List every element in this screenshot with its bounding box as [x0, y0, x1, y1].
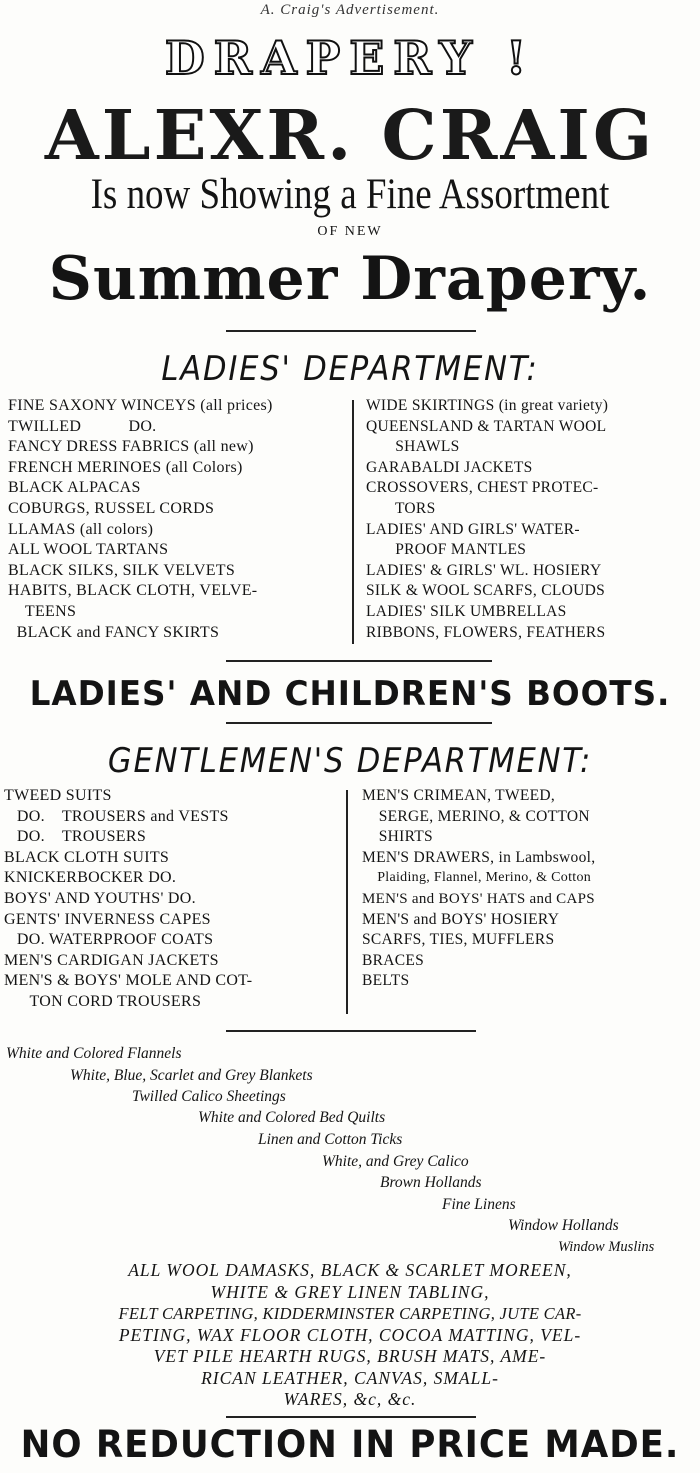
list-item: LADIES' SILK UMBRELLAS	[366, 602, 567, 620]
list-item: CROSSOVERS, CHEST PROTEC-	[366, 479, 599, 497]
list-item: SILK & WOOL SCARFS, CLOUDS	[366, 582, 606, 600]
divider-rule	[226, 722, 492, 724]
furnishings-line: ALL WOOL DAMASKS, BLACK & SCARLET MOREEN,	[128, 1260, 572, 1280]
goods-item: Linen and Cotton Ticks	[258, 1131, 403, 1148]
list-item: KNICKERBOCKER DO.	[4, 869, 177, 887]
goods-item: Fine Linens	[442, 1196, 516, 1213]
furnishings-line: RICAN LEATHER, CANVAS, SMALL-	[201, 1367, 499, 1388]
merchant-name: ALEXR. CRAIG	[44, 96, 656, 176]
list-item: BRACES	[362, 951, 425, 969]
of-new-line: OF NEW	[317, 224, 383, 239]
list-item: PROOF MANTLES	[366, 541, 527, 559]
divider-rule	[226, 1416, 476, 1418]
list-item: GARABALDI JACKETS	[366, 458, 533, 476]
furnishings-line: WHITE & GREY LINEN TABLING,	[210, 1281, 490, 1302]
furnishings-line: VET PILE HEARTH RUGS, BRUSH MATS, AME-	[153, 1346, 547, 1366]
list-item: SHAWLS	[366, 438, 460, 456]
gentlemen-left-column	[4, 786, 340, 1013]
list-item: QUEENSLAND & TARTAN WOOL	[366, 417, 607, 435]
list-item: DO. TROUSERS	[4, 828, 147, 846]
goods-item: White, Blue, Scarlet and Grey Blankets	[70, 1067, 313, 1084]
headline-drapery: DRAPERY !	[164, 31, 536, 85]
furnishings-line: PETING, WAX FLOOR CLOTH, COCOA MATTING, VEL-	[118, 1324, 582, 1345]
goods-item: White, and Grey Calico	[322, 1153, 469, 1170]
list-item: MEN'S CARDIGAN JACKETS	[4, 951, 219, 969]
list-item: COBURGS, RUSSEL CORDS	[8, 499, 215, 517]
list-item: BLACK CLOTH SUITS	[4, 848, 170, 866]
ladies-column-divider	[352, 400, 354, 644]
list-item: FANCY DRESS FABRICS (all new)	[8, 438, 254, 456]
list-item: ALL WOOL TARTANS	[8, 541, 169, 559]
summer-drapery-title: Summer Drapery.	[48, 244, 652, 314]
list-item: DO. WATERPROOF COATS	[4, 931, 214, 949]
list-item: HABITS, BLACK CLOTH, VELVE-	[8, 582, 258, 600]
list-item: TEENS	[8, 602, 77, 620]
list-item: GENTS' INVERNESS CAPES	[4, 910, 211, 928]
goods-item: White and Colored Bed Quilts	[198, 1109, 386, 1126]
list-item: MEN'S and BOYS' HOSIERY	[362, 910, 560, 928]
showing-line: Is now Showing a Fine Assortment	[90, 171, 610, 218]
list-item: BLACK and FANCY SKIRTS	[8, 623, 220, 641]
list-item: MEN'S CRIMEAN, TWEED,	[362, 787, 556, 804]
gentlemen-right-column	[362, 786, 698, 992]
list-item: LADIES' & GIRLS' WL. HOSIERY	[366, 561, 602, 579]
list-item: BOYS' AND YOUTHS' DO.	[4, 889, 196, 907]
list-item: FINE SAXONY WINCEYS (all prices)	[8, 397, 273, 414]
list-item: LADIES' AND GIRLS' WATER-	[366, 520, 580, 538]
list-item: WIDE SKIRTINGS (in great variety)	[366, 397, 609, 414]
goods-item: Brown Hollands	[380, 1174, 482, 1191]
list-item: TORS	[366, 499, 436, 517]
list-item: Plaiding, Flannel, Merino, & Cotton	[362, 870, 592, 886]
goods-item: Twilled Calico Sheetings	[132, 1088, 286, 1105]
list-item: DO. TROUSERS and VESTS	[4, 807, 229, 825]
list-item: TWEED SUITS	[4, 787, 112, 804]
list-item: SHIRTS	[362, 828, 433, 846]
list-item: BELTS	[362, 972, 410, 990]
list-item: FRENCH MERINOES (all Colors)	[8, 458, 243, 476]
gentlemen-column-divider	[346, 790, 348, 1014]
divider-rule	[226, 660, 492, 662]
goods-item: Window Hollands	[508, 1217, 619, 1234]
gentlemen-department-title: GENTLEMEN'S DEPARTMENT:	[107, 741, 593, 781]
furnishings-line: WARES, &c, &c.	[283, 1389, 417, 1409]
goods-item: White and Colored Flannels	[6, 1045, 182, 1062]
list-item: RIBBONS, FLOWERS, FEATHERS	[366, 623, 606, 641]
list-item: SERGE, MERINO, & COTTON	[362, 807, 590, 825]
list-item: MEN'S DRAWERS, in Lambswool,	[362, 848, 596, 866]
furnishings-block	[0, 1260, 700, 1411]
no-reduction-banner: NO REDUCTION IN PRICE MADE.	[20, 1423, 680, 1466]
divider-rule	[226, 1030, 476, 1032]
ladies-left-column	[8, 396, 346, 643]
list-item: MEN'S & BOYS' MOLE AND COT-	[4, 972, 253, 990]
list-item: BLACK ALPACAS	[8, 479, 141, 497]
list-item: MEN'S and BOYS' HATS and CAPS	[362, 890, 595, 907]
running-head: A. Craig's Advertisement.	[260, 2, 440, 18]
list-item: TON CORD TROUSERS	[4, 992, 202, 1010]
goods-item: Window Muslins	[558, 1239, 655, 1255]
boots-banner: LADIES' AND CHILDREN'S BOOTS.	[29, 674, 671, 714]
furnishings-line: FELT CARPETING, KIDDERMINSTER CARPETING, JUTE CAR-	[118, 1304, 582, 1323]
divider-rule	[226, 330, 476, 332]
ladies-department-title: LADIES' DEPARTMENT:	[161, 349, 539, 389]
list-item: BLACK SILKS, SILK VELVETS	[8, 561, 236, 579]
list-item: TWILLED DO.	[8, 417, 157, 435]
ladies-right-column	[366, 396, 698, 643]
list-item: LLAMAS (all colors)	[8, 520, 154, 538]
list-item: SCARFS, TIES, MUFFLERS	[362, 931, 555, 949]
